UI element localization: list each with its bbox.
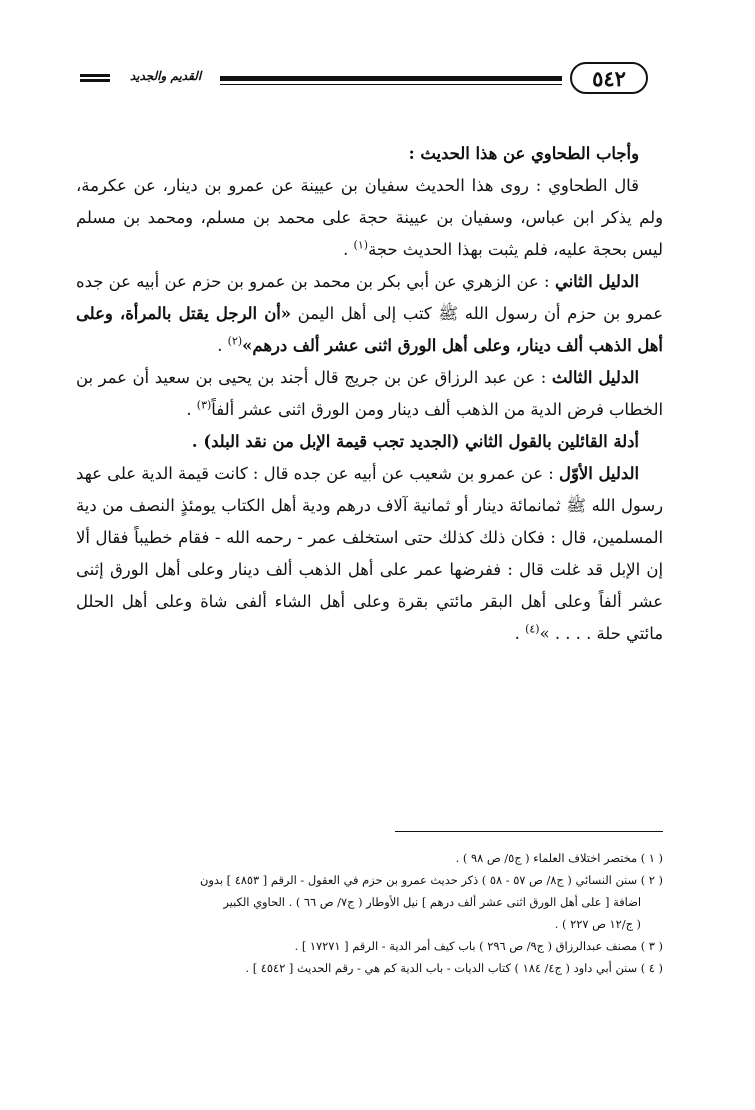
footnote-separator — [395, 831, 663, 832]
page-number: ٥٤٢ — [570, 62, 648, 94]
footnote-3: ( ٣ ) مصنف عبدالرزاق ( ج٩/ ص ٢٩٦ ) باب كيف أمر الدية - الرقم [ ١٧٢٧١ ] . — [294, 939, 663, 953]
page-header — [80, 62, 668, 98]
evidence-label: الدليل الثالث — [551, 368, 639, 387]
evidence-label: الدليل الثاني — [554, 272, 639, 291]
paragraph-text: : عن عبد الرزاق عن بن جريج قال أجند بن يحيى بن سعيد أن عمر بن الخطاب فرض الدية من الذهب ألف دينار ومن الورق اثنى عشر ألفاً — [76, 368, 663, 419]
paragraph-end: . — [217, 336, 228, 355]
footnote-1: ( ١ ) مختصر اختلاف العلماء ( ج٥/ ص ٩٨ ) . — [455, 851, 663, 865]
paragraph-end: . — [186, 400, 197, 419]
main-text — [76, 138, 663, 650]
paragraph — [76, 458, 663, 650]
paragraph — [76, 266, 663, 362]
paragraph-text: قال الطحاوي : روى هذا الحديث سفيان بن عيينة عن عمرو بن دينار، عن عكرمة، ولم يذكر ابن عباس، وسفيان بن عيينة حجة على محمد بن مسلم، ومحمد بن مسلم ليس بحجة عليه، فلم يثبت بهذا الحديث حجة — [76, 176, 663, 259]
hadith-quote: «أن الرجل يقتل بالمرأة، وعلى أهل الذهب ألف دينار، وعلى أهل الورق اثنى عشر ألف درهم» — [76, 304, 663, 355]
footnotes — [76, 847, 663, 979]
footnote-ref[interactable]: (٢) — [227, 334, 243, 348]
footnote-ref[interactable]: (٣) — [196, 398, 212, 412]
paragraph-end: . — [343, 240, 354, 259]
section-heading: وأجاب الطحاوي عن هذا الحديث : — [408, 144, 639, 163]
paragraph — [76, 170, 663, 266]
footnote-ref[interactable]: (١) — [353, 238, 369, 252]
header-rule-thick — [220, 76, 562, 81]
footnote-ref[interactable]: (٤) — [525, 622, 540, 636]
paragraph-text: : عن الزهري عن أبي بكر بن محمد بن عمرو بن حزم عن أبيه عن جده عمرو بن حزم أن رسول الله ﷺ كتب إلى أهل اليمن — [76, 272, 663, 323]
paragraph-text: : عن عمرو بن شعيب عن أبيه عن جده قال : كانت قيمة الدية على عهد رسول الله ﷺ ثمانمائة دينار أو ثمانية آلاف درهم ودية أهل الكتاب يومئذٍ النصف من دية المسلمين، قال : فكان ذلك كذلك حتى استخلف عمر - رحمه الله - فقام خطيباً فقال ألا إن الإبل قد غلت قال : ففرضها عمر على أهل الذهب ألف دينار وعلى أهل الورق إثنى عشر ألفاً وعلى أهل البقر مائتي بقرة وعلى أهل الشاء ألفى شاة وعلى أهل الحلل مائتي حلة . . . . » — [76, 464, 663, 643]
footnote-4: ( ٤ ) سنن أبي داود ( ج٤/ ١٨٤ ) كتاب الديات - باب الدية كم هي - رقم الحديث [ ٤٥٤٢ ] . — [245, 961, 663, 975]
evidence-label: الدليل الأوّل — [559, 464, 639, 483]
footnote-2: ( ٢ ) سنن النسائي ( ج٨/ ص ٥٧ - ٥٨ ) ذكر حديث عمرو بن حزم في العقول - الرقم [ ٤٨٥٣ ] بدون — [199, 873, 663, 887]
footnote-2-continued: ( ج/١٢ ص ٢٢٧ ) . — [554, 917, 641, 931]
header-rule-thin — [220, 84, 562, 85]
paragraph — [76, 362, 663, 426]
section-heading: أدلة القائلين بالقول الثاني (الجديد تجب قيمة الإبل من نقد البلد) . — [191, 432, 639, 451]
header-ornament — [80, 74, 110, 86]
paragraph-end: . — [514, 624, 526, 643]
footnote-2-continued: اضافة [ على أهل الورق اثنى عشر ألف درهم ] نيل الأوطار ( ج٧/ ص ٦٦ ) . الحاوي الكبير — [223, 895, 641, 909]
running-title: القديم والجديد — [129, 69, 202, 83]
